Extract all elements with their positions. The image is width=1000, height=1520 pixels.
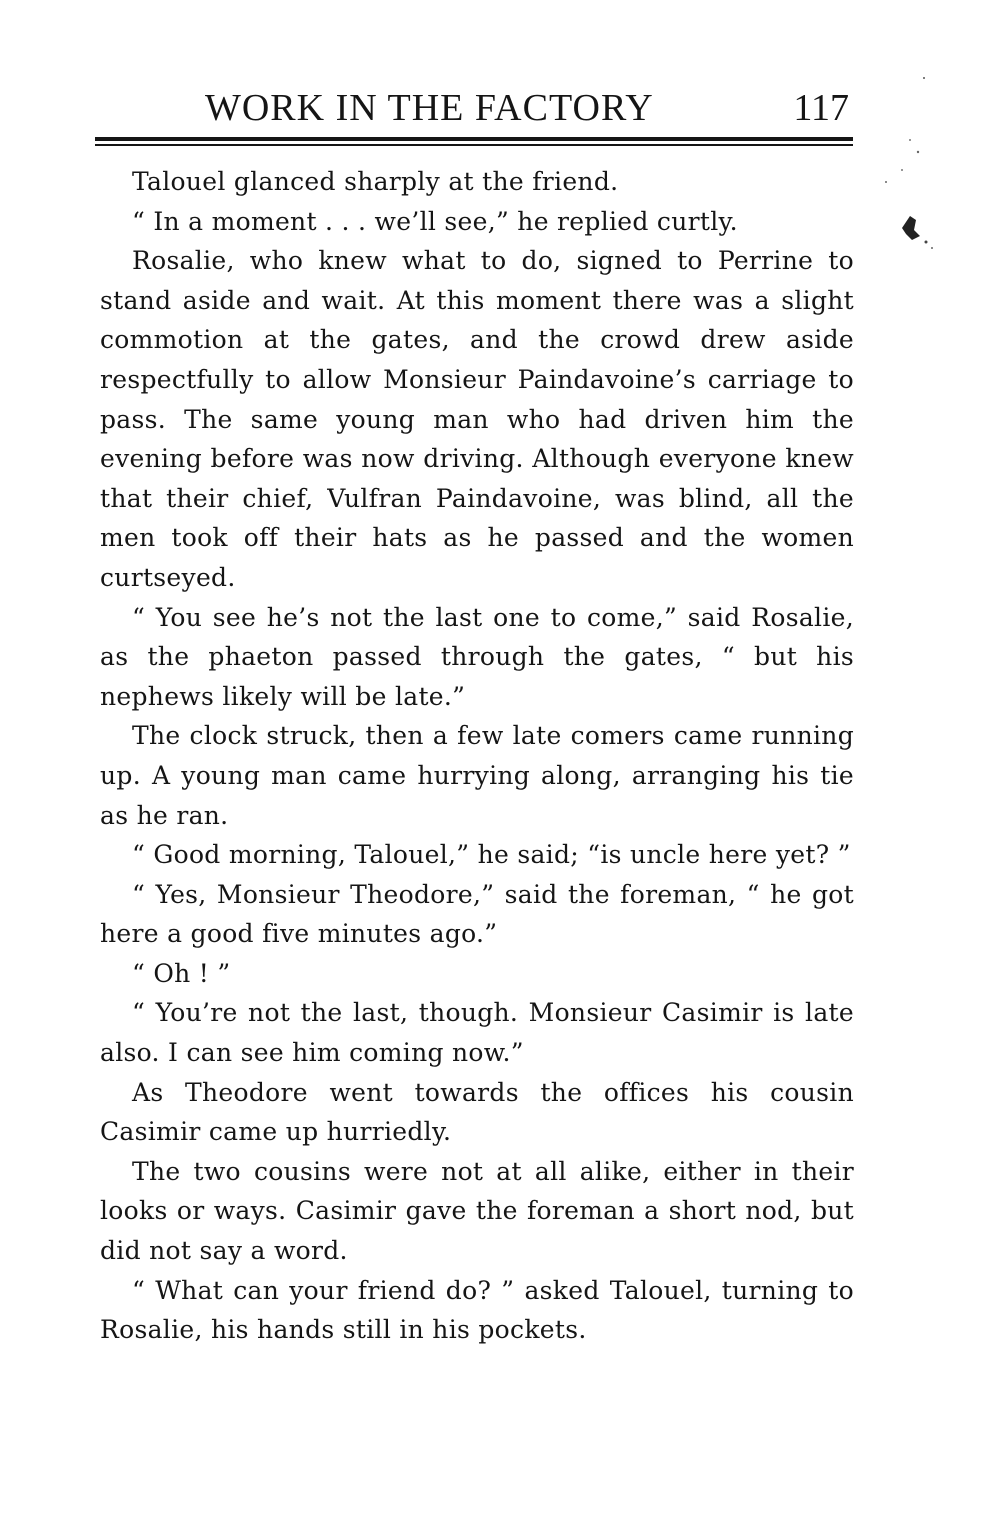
header-rule-thin (95, 144, 853, 146)
chapter-title: WORK IN THE FACTORY (205, 87, 654, 129)
header-rule (95, 137, 853, 147)
paragraph: “ You’re not the last, though. Monsieur Casimir is late also. I can see him coming now.” (100, 998, 854, 1068)
print-specks (880, 70, 960, 270)
paragraph: “ Good morning, Talouel,” he said; “is uncle here yet? ” (132, 840, 851, 870)
paragraph: “ Oh ! ” (132, 958, 231, 988)
paragraph: The clock struck, then a few late comers came running up. A young man came hurrying along, arranging his tie as he ran. (100, 721, 854, 830)
paragraph: “ What can your friend do? ” asked Talouel, turning to Rosalie, his hands still in his pockets. (100, 1275, 854, 1345)
page-number: 117 (793, 87, 849, 129)
paragraph: “ In a moment . . . we’ll see,” he replied curtly. (132, 206, 738, 236)
paragraph: “ Yes, Monsieur Theodore,” said the foreman, “ he got here a good five minutes ago.” (100, 879, 854, 949)
paragraph: Talouel glanced sharply at the friend. (132, 167, 619, 196)
paragraph: Rosalie, who knew what to do, signed to Perrine to stand aside and wait. At this moment there was a slight commotion at the gates, and the crowd drew aside respectfully to allow Monsieur Paindavoine’s carriage to pass. The same young man who had driven him the evening before was now driving. Although everyone knew that their chief, Vulfran Paindavoine, was blind, all the men took off their hats as he passed and the women curtseyed. (100, 246, 854, 592)
body-text (100, 162, 854, 1350)
paragraph: The two cousins were not at all alike, either in their looks or ways. Casimir gave the foreman a short nod, but did not say a word. (100, 1156, 854, 1266)
running-head (95, 86, 853, 130)
paragraph: “ You see he’s not the last one to come,” said Rosalie, as the phaeton passed through the gates, “ but his nephews likely will be late.” (100, 602, 854, 711)
header-rule-thick (95, 137, 853, 141)
paragraph: As Theodore went towards the offices his cousin Casimir came up hurriedly. (100, 1077, 854, 1147)
